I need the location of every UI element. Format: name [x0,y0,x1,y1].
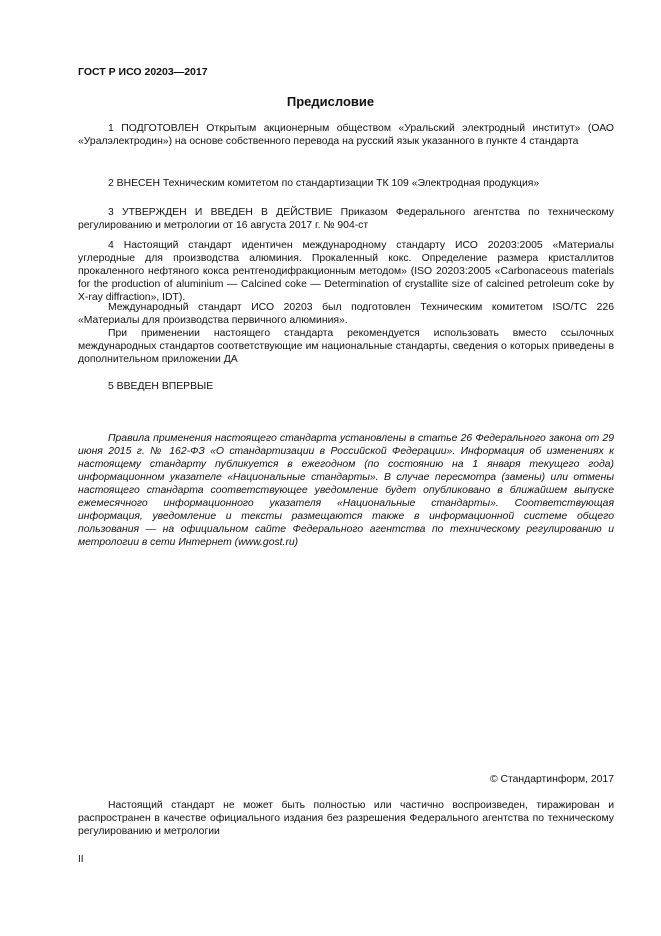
preface-item-2: 2 ВНЕСЕН Техническим комитетом по стандартизации ТК 109 «Электродная продукция» [108,178,540,189]
copyright: © Стандартинформ, 2017 [489,774,614,785]
page-title: Предисловие [286,94,375,109]
preface-item-4-para-2: Международный стандарт ИСО 20203 был подготовлен Техническим комитетом ISO/TC 226 «Материалы для производства первичного алюминия». [78,302,614,326]
preface-item-1: 1 ПОДГОТОВЛЕН Открытым акционерным обществом «Уральский электродный институт» (ОАО «Уралэлектродин») на основе собственного перевода на русский язык указанного в пункте 4 стандарта [78,123,614,147]
preface-item-5: 5 ВВЕДЕН ВПЕРВЫЕ [108,381,214,392]
document-code: ГОСТ Р ИСО 20203—2017 [78,66,208,78]
preface-item-4-para-3: При применении настоящего стандарта рекомендуется использовать вместо ссылочных международных стандартов соответствующие им национальные стандарты, сведения о которых приведены в дополнительном приложении ДА [78,328,614,365]
page-number: II [78,854,84,865]
reproduction-notice: Настоящий стандарт не может быть полностью или частично воспроизведен, тиражирован и распространен в качестве официального издания без разрешения Федерального агентства по техническому регулированию и метрологии [78,800,614,837]
preface-item-3: 3 УТВЕРЖДЕН И ВВЕДЕН В ДЕЙСТВИЕ Приказом Федерального агентства по техническому регулированию и метрологии от 16 августа 2017 г. № 904-ст [78,207,614,231]
preface-item-4: 4 Настоящий стандарт идентичен международному стандарту ИСО 20203:2005 «Материалы углеродные для производства алюминия. Прокаленный кокс. Определение размера кристаллитов прокаленного нефтяного кокса рентгенодифракционным методом» (ISO 20203:2005 «Carbonaceous materials for the production of aluminium — Calcined coke — Determination of crystallite size of calcined petroleum coke by X-ray diffraction», IDT). [78,240,614,303]
legal-notice: Правила применения настоящего стандарта установлены в статье 26 Федерального закона от 29 июня 2015 г. № 162-ФЗ «О стандартизации в Российской Федерации». Информация об изменениях к настоящему стандарту публикуется в ежегодном (по состоянию на 1 января текущего года) информационном указателе «Национальные стандарты». В случае пересмотра (замены) или отмены настоящего стандарта соответствующее уведомление будет опубликовано в ближайшем выпуске ежемесячного информационного указателя «Национальные стандарты». Соответствующая информация, уведомление и тексты размещаются также в информационной системе общего пользования — на официальном сайте Федерального агентства по техническому регулированию и метрологии в сети Интернет (www.gost.ru) [78,433,614,548]
